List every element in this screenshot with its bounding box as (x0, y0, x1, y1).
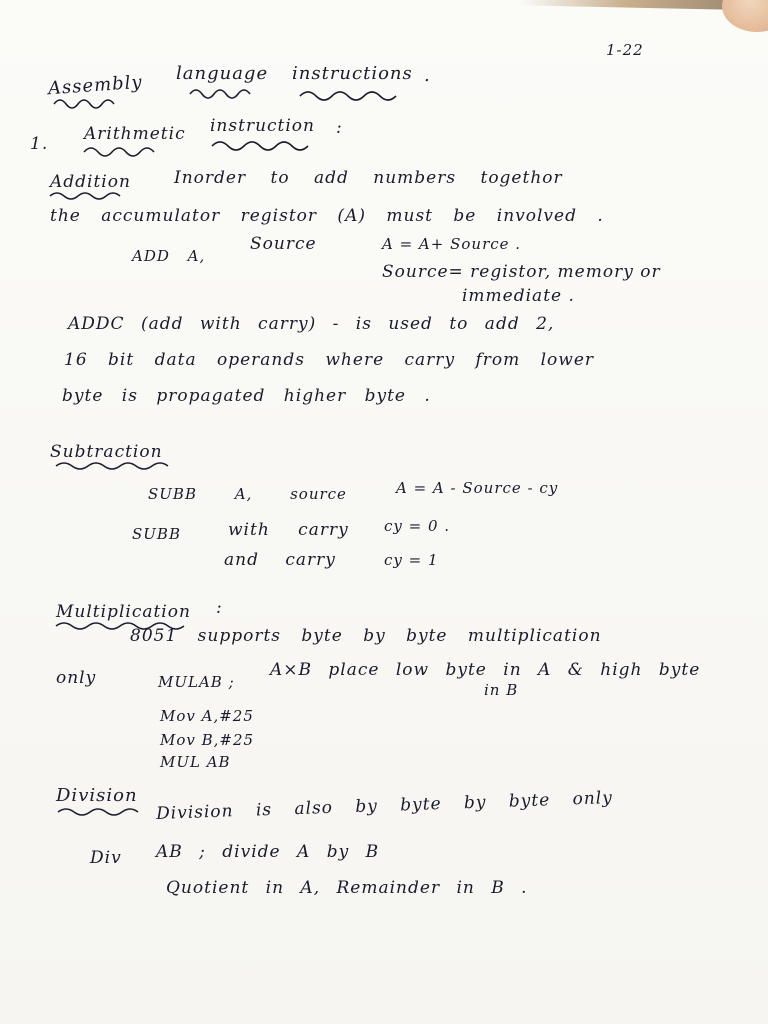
section-heading-underline-1 (84, 144, 174, 156)
source-definition-1: Source= registor, memory or (382, 262, 661, 282)
mul-description: A×B place low byte in A & high byte (270, 660, 701, 680)
source-definition-2: immediate . (462, 286, 575, 306)
code-line-1: Mov A,#25 (160, 707, 254, 725)
page-number: 1-22 (606, 41, 644, 59)
section-heading-instruction: instruction (210, 116, 315, 136)
multiplication-colon: : (216, 598, 223, 618)
addition-line-2: the accumulator registor (A) must be involved . (50, 206, 604, 226)
title-underline-3 (300, 88, 410, 100)
addc-line-3: byte is propagated higher byte . (62, 386, 431, 406)
title-word-language: language (176, 63, 269, 84)
subb-with-instruction: SUBB (132, 525, 181, 543)
add-formula: A = A+ Source . (382, 235, 522, 253)
division-line-1: Division is also by byte by byte only (155, 788, 614, 824)
code-line-3: MUL AB (160, 753, 231, 771)
division-underline (58, 806, 158, 818)
section-heading-arithmetic: Arithmetic (84, 124, 186, 144)
addition-underline (50, 190, 130, 200)
div-instruction: Div (90, 848, 122, 868)
cy-zero: cy = 0 . (384, 517, 451, 535)
addition-line-1: Inorder to add numbers togethor (174, 168, 563, 188)
title-period: . (424, 65, 431, 86)
div-description: AB ; divide A by B (156, 842, 380, 862)
section-heading-colon: : (336, 118, 343, 138)
mul-instruction: MULAB ; (158, 673, 235, 691)
subtraction-underline (56, 460, 176, 470)
section-heading-underline-2 (212, 138, 322, 150)
subb-formula: A = A - Source - cy (396, 479, 559, 497)
code-line-2: Mov B,#25 (160, 731, 255, 749)
subtraction-heading: Subtraction (50, 442, 163, 462)
division-result: Quotient in A, Remainder in B . (166, 878, 528, 898)
multiplication-only: only (56, 668, 97, 688)
cy-one: cy = 1 (384, 551, 439, 569)
section-number: 1. (30, 134, 49, 154)
addc-line-2: 16 bit data operands where carry from lower (64, 350, 595, 370)
finger-corner (722, 0, 768, 32)
add-source: Source (250, 234, 317, 254)
and-carry: and carry (224, 550, 336, 570)
addition-heading: Addition (50, 172, 131, 192)
addc-line-1: ADDC (add with carry) - is used to add 2, (68, 314, 555, 334)
add-instruction: ADD A, (132, 247, 206, 265)
division-heading: Division (56, 785, 138, 806)
subb-with-carry: with carry (228, 520, 349, 540)
mul-description-2: in B (484, 681, 519, 699)
multiplication-heading: Multiplication (56, 602, 191, 622)
multiplication-line-1: 8051 supports byte by byte multiplication (130, 626, 602, 646)
title-word-instructions: instructions (292, 63, 413, 84)
subb-instruction: SUBB A, source (148, 485, 347, 503)
title-underline-2 (190, 86, 260, 98)
title-word-assembly: Assembly (47, 71, 144, 100)
title-underline-1 (54, 96, 124, 108)
